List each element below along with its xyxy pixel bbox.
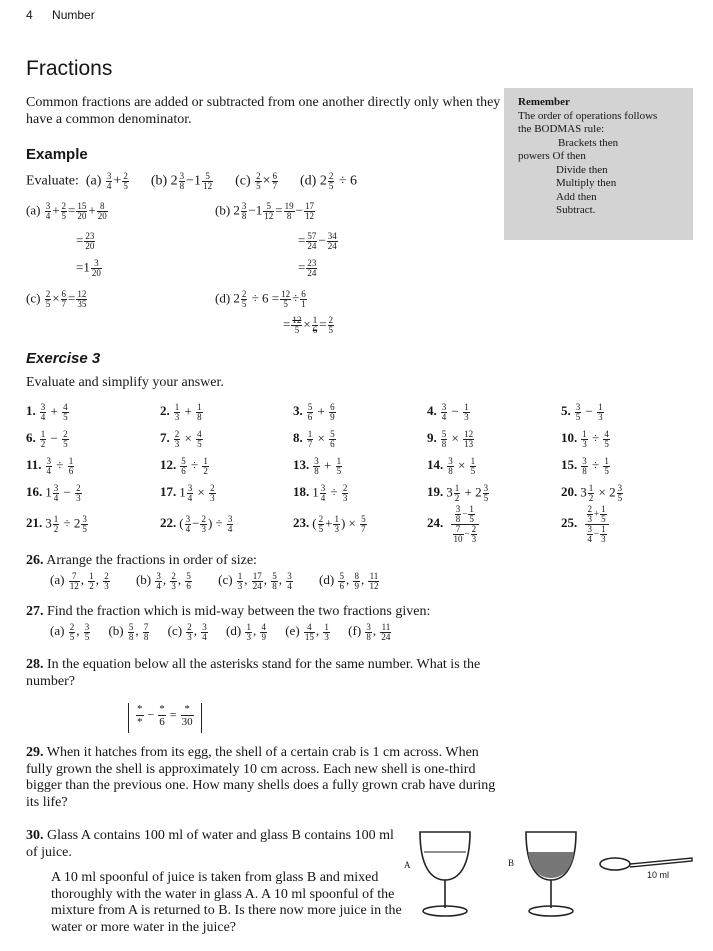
remember-line: powers Of then xyxy=(518,150,586,162)
page-title: Fractions xyxy=(26,57,113,80)
exercise-item: 3. $\frac{5}{6}$ + $\frac{6}{9}$ xyxy=(293,402,335,422)
glass-b-label: B xyxy=(508,858,515,868)
exercise-item: 19. 3 $\frac{1}{2}$ + 2 $\frac{3}{5}$ xyxy=(427,483,489,503)
exercise-item: 23. ( $\frac{2}{5}$ + $\frac{1}{3}$ ) × $\frac{5}{7}$ xyxy=(293,514,366,534)
example-heading: Example xyxy=(26,146,88,163)
remember-line: Multiply then xyxy=(556,177,617,189)
exercise-item: 18. 1 $\frac{3}{4}$ ÷ $\frac{2}{3}$ xyxy=(293,483,348,503)
part-label: (d) xyxy=(300,173,317,189)
part-label: (a) xyxy=(85,173,102,189)
exercise-item: 7. $\frac{2}{3}$ × $\frac{4}{5}$ xyxy=(160,429,202,449)
worked-b-line2: = $\frac{57}{24}$ − $\frac{34}{24}$ xyxy=(298,231,337,251)
exercise-instruction: Evaluate and simplify your answer. xyxy=(26,375,224,390)
exercise-item: 14. $\frac{3}{8}$ × $\frac{1}{5}$ xyxy=(427,456,476,476)
question-26: 26. Arrange the fractions in order of size: xyxy=(26,553,257,568)
page-number: 4 xyxy=(26,8,33,22)
exercise-item: 12. $\frac{5}{6}$ ÷ $\frac{1}{2}$ xyxy=(160,456,208,476)
part-label: (c) xyxy=(235,173,251,189)
spoon-label: 10 ml xyxy=(647,870,670,880)
exercise-item: 9. $\frac{5}{8}$ × $\frac{12}{13}$ xyxy=(427,429,474,449)
example-evaluate-line: Evaluate: (a) $\frac{3}{4}$ + $\frac{2}{5}$ (b) 2 $\frac{3}{8}$ −1 $\frac{5}{12}$ (c) $\frac{2}{5}$ × $\frac{6}{7}$ (d) 2 $\frac{2}{5}$ ÷ 6 xyxy=(26,171,358,191)
glass-a-label: A xyxy=(404,860,411,870)
exercise-item: 24. $\frac{3}{8}$ − $\frac{1}{5}$ $\frac{7}{10}$ − $\frac{2}{3}$ xyxy=(427,505,480,544)
intro-text: Common fractions are added or subtracted from one another directly only when they have a common denominator. xyxy=(26,95,501,127)
section-name: Number xyxy=(52,8,95,22)
glass-b-icon xyxy=(516,828,586,920)
remember-box xyxy=(504,88,693,240)
question-27: 27. Find the fraction which is mid-way between the two fractions given: xyxy=(26,604,431,619)
worked-c: (c) $\frac{2}{5}$ × $\frac{6}{7}$ = $\frac{12}{35}$ xyxy=(26,289,87,309)
exercise-item: 6. $\frac{1}{2}$ − $\frac{2}{5}$ xyxy=(26,429,68,449)
remember-line: Divide then xyxy=(556,163,608,176)
worked-a-line3: =1 $\frac{3}{20}$ xyxy=(76,258,101,278)
evaluate-label: Evaluate: xyxy=(26,173,79,189)
exercise-item: 21. 3 $\frac{1}{2}$ ÷ 2 $\frac{3}{5}$ xyxy=(26,514,87,534)
q26-options: (a) $\frac{7}{12}$ , $\frac{1}{2}$ , $\frac{2}{3}$ (b) $\frac{3}{4}$ , $\frac{2}{3}$ , $\frac{5}{6}$ (c) $\frac{1}{3}$ , $\frac{17}{24}$ , $\frac{5}{8}$ , $\frac{3}{4}$ (d) $\frac{5}{6}$ , $\frac{8}{9}$ , $\frac{11}{12}$ xyxy=(50,571,379,591)
question-30: 30. Glass A contains 100 ml of water and glass B contains 100 ml of juice. xyxy=(26,828,394,860)
remember-line: the BODMAS rule: xyxy=(518,123,605,135)
page-header xyxy=(26,8,95,22)
q27-options: (a) $\frac{2}{5}$ , $\frac{3}{5}$ (b) $\frac{5}{8}$ , $\frac{7}{8}$ (c) $\frac{2}{3}$ , $\frac{3}{4}$ (d) $\frac{1}{3}$ , $\frac{4}{9}$ (e) $\frac{4}{15}$ , $\frac{1}{3}$ (f) $\frac{3}{8}$ , $\frac{11}{24}$ xyxy=(50,622,391,642)
exercise-item: 11. $\frac{3}{4}$ ÷ $\frac{1}{6}$ xyxy=(26,456,74,476)
exercise-item: 1. $\frac{3}{4}$ + $\frac{4}{5}$ xyxy=(26,402,68,422)
remember-line: The order of operations follows xyxy=(518,109,658,122)
exercise-item: 25. $\frac{2}{3}$ + $\frac{1}{5}$ $\frac{3}{4}$ − $\frac{1}{3}$ xyxy=(561,505,610,544)
exercise-item: 13. $\frac{3}{8}$ + $\frac{1}{5}$ xyxy=(293,456,342,476)
exercise-item: 16. 1 $\frac{3}{4}$ − $\frac{2}{3}$ xyxy=(26,483,81,503)
remember-line: Subtract. xyxy=(556,204,596,216)
exercise-item: 2. $\frac{1}{3}$ + $\frac{1}{8}$ xyxy=(160,402,202,422)
question-29: 29. When it hatches from its egg, the shell of a certain crab is 1 cm across. When fully grown the shell is approximately 10 cm across. Each new shell is one-third bigger than the previous one. How many shells does a fully grown crab have during its life? xyxy=(26,745,496,810)
exercise-item: 4. $\frac{3}{4}$ − $\frac{1}{3}$ xyxy=(427,402,469,422)
exercise-item: 15. $\frac{3}{8}$ ÷ $\frac{1}{5}$ xyxy=(561,456,609,476)
remember-title: Remember xyxy=(518,96,570,108)
q28-equation: * * − * 6 = * 30 xyxy=(128,703,202,733)
exercise-item: 10. $\frac{1}{3}$ ÷ $\frac{4}{5}$ xyxy=(561,429,609,449)
exercise-item: 5. $\frac{3}{5}$ − $\frac{1}{3}$ xyxy=(561,402,603,422)
remember-line: Brackets then xyxy=(558,136,619,149)
exercise-item: 22. ( $\frac{3}{4}$ − $\frac{2}{3}$ ) ÷ $\frac{3}{4}$ xyxy=(160,514,233,534)
exercise-item: 17. 1 $\frac{3}{4}$ × $\frac{2}{3}$ xyxy=(160,483,215,503)
remember-line: Add then xyxy=(556,190,597,203)
question-30-part2: A 10 ml spoonful of juice is taken from glass B and mixed thoroughly with the water in glass A. A 10 ml spoonful of the mixture from A is returned to B. Is there now more juice in the water or more water in the juice? xyxy=(51,870,402,935)
worked-a-line2: = $\frac{23}{20}$ xyxy=(76,231,95,251)
glass-a-icon xyxy=(410,828,480,920)
question-28: 28. In the equation below all the asterisks stand for the same number. What is the number? xyxy=(26,657,481,689)
exercise-item: 8. $\frac{1}{7}$ × $\frac{5}{6}$ xyxy=(293,429,335,449)
worked-b-line3: = $\frac{23}{24}$ xyxy=(298,258,317,278)
worked-d-line2: = $\frac{12}{5}$ × $\frac{1}{6}$ = $\frac{2}{5}$ xyxy=(283,315,334,335)
worked-d-line1: (d) 2 $\frac{2}{5}$ ÷ 6 = $\frac{12}{5}$ ÷ $\frac{6}{1}$ xyxy=(215,289,306,309)
worked-a-line1: (a) $\frac{3}{4}$ + $\frac{2}{5}$ = $\frac{15}{20}$ + $\frac{8}{20}$ xyxy=(26,201,107,221)
exercise-heading: Exercise 3 xyxy=(26,350,101,367)
exercise-item: 20. 3 $\frac{1}{2}$ × 2 $\frac{3}{5}$ xyxy=(561,483,623,503)
part-label: (b) xyxy=(150,173,168,189)
worked-b-line1: (b) 2 $\frac{3}{8}$ −1 $\frac{5}{12}$ = $\frac{19}{8}$ − $\frac{17}{12}$ xyxy=(215,201,314,221)
